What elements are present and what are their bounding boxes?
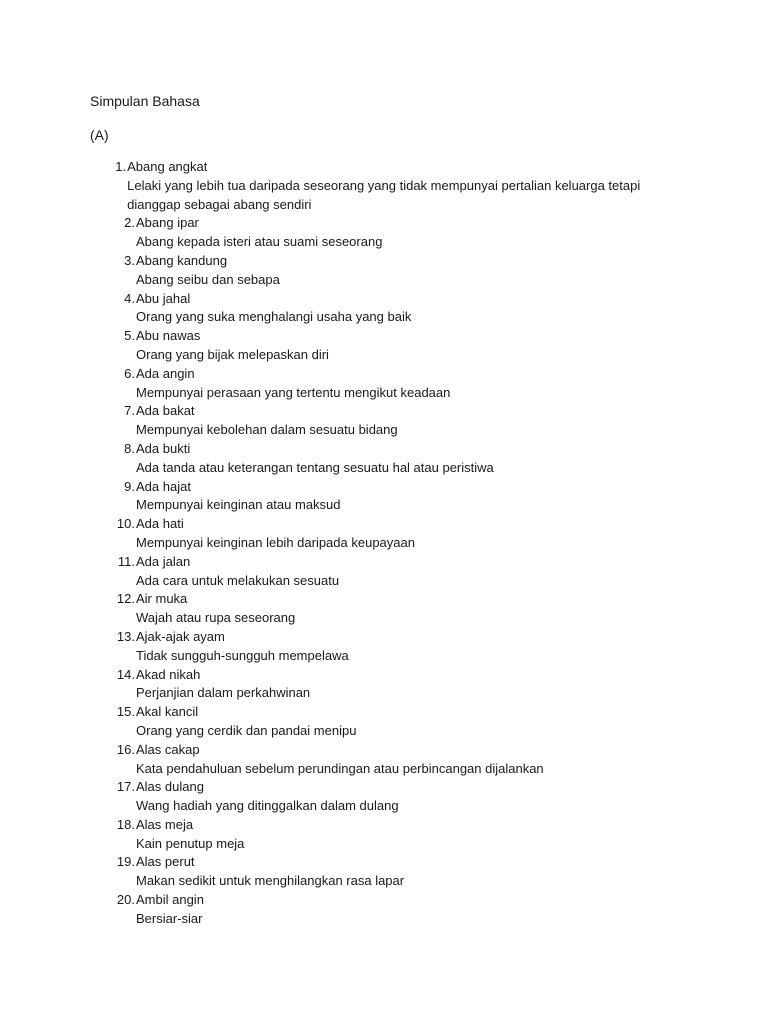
entry-number-label: 19. xyxy=(116,854,135,870)
entry-definition: Ada tanda atau keterangan tentang sesuatu hal atau peristiwa xyxy=(136,459,494,475)
entry-definition: Wajah atau rupa seseorang xyxy=(136,610,296,626)
entry-number-label: 11. xyxy=(117,553,135,569)
list-item xyxy=(90,778,690,816)
entry-list xyxy=(90,158,690,929)
entry-body xyxy=(136,666,310,704)
entry-definition: Kain penutup meja xyxy=(136,835,245,851)
entry-number xyxy=(90,478,135,516)
list-item xyxy=(90,816,690,854)
entry-body xyxy=(136,853,404,891)
list-item xyxy=(90,553,690,591)
entry-number-label: 1. xyxy=(115,159,127,174)
entry-number-label: 8. xyxy=(124,440,135,456)
entry-number-label: 5. xyxy=(124,328,135,344)
entry-body xyxy=(136,327,329,365)
entry-term: Alas dulang xyxy=(136,779,204,795)
entry-body xyxy=(136,703,356,741)
list-item xyxy=(90,853,690,891)
list-item xyxy=(90,158,690,214)
entry-number-label: 9. xyxy=(124,478,135,494)
entry-term: Akad nikah xyxy=(136,666,201,682)
entry-definition: Mempunyai kebolehan dalam sesuatu bidang xyxy=(136,422,398,438)
entry-term: Ada hati xyxy=(136,516,184,532)
list-item xyxy=(90,515,690,553)
entry-term: Abang angkat xyxy=(127,159,208,174)
entry-number-label: 12. xyxy=(116,591,135,607)
entry-number xyxy=(90,290,135,328)
entry-definition: Bersiar-siar xyxy=(136,910,203,926)
entry-body xyxy=(136,402,398,440)
entry-definition: Abang seibu dan sebapa xyxy=(136,271,280,287)
entry-definition: Perjanjian dalam perkahwinan xyxy=(136,685,311,701)
entry-number xyxy=(90,891,135,929)
entry-term: Alas meja xyxy=(136,816,194,832)
list-item xyxy=(90,703,690,741)
list-item xyxy=(90,214,690,252)
entry-number xyxy=(90,741,135,779)
entry-term: Alas cakap xyxy=(136,741,200,757)
entry-number-label: 20. xyxy=(116,892,135,908)
entry-definition: Mempunyai perasaan yang tertentu mengikut keadaan xyxy=(136,384,451,400)
entry-number xyxy=(90,440,135,478)
entry-term: Alas perut xyxy=(136,854,195,870)
list-item xyxy=(90,440,690,478)
entry-number xyxy=(90,158,126,214)
entry-number xyxy=(90,365,135,403)
entry-definition: Orang yang suka menghalangi usaha yang baik xyxy=(136,309,412,325)
document-title: Simpulan Bahasa xyxy=(90,93,200,109)
list-item xyxy=(90,290,690,328)
entry-term: Ada bakat xyxy=(136,403,195,419)
entry-term: Abang kandung xyxy=(136,252,228,268)
entry-term: Akal kancil xyxy=(136,704,199,720)
entry-number xyxy=(90,628,135,666)
entry-body xyxy=(136,478,341,516)
entry-term: Abang ipar xyxy=(136,215,199,231)
entry-number-label: 18. xyxy=(116,816,135,832)
entry-number-label: 10. xyxy=(116,516,135,532)
section-heading: (A) xyxy=(90,127,109,143)
entry-number-label: 13. xyxy=(116,628,135,644)
entry-body xyxy=(136,252,280,290)
entry-number xyxy=(90,515,135,553)
entry-number xyxy=(90,327,135,365)
list-item xyxy=(90,741,690,779)
list-item xyxy=(90,365,690,403)
entry-number-label: 3. xyxy=(124,252,135,268)
entry-body xyxy=(136,590,295,628)
entry-body xyxy=(136,816,244,854)
entry-term: Ada jalan xyxy=(136,553,191,569)
entry-definition: Tidak sungguh-sungguh mempelawa xyxy=(136,647,349,663)
entry-number-label: 17. xyxy=(116,779,135,795)
entry-definition: Mempunyai keinginan atau maksud xyxy=(136,497,341,513)
list-item xyxy=(90,666,690,704)
entry-definition: Kata pendahuluan sebelum perundingan atau perbincangan dijalankan xyxy=(136,760,544,776)
list-item xyxy=(90,327,690,365)
entry-number xyxy=(90,214,135,252)
entry-body xyxy=(136,214,382,252)
entry-term: Abu nawas xyxy=(136,328,201,344)
entry-number xyxy=(90,703,135,741)
entry-number xyxy=(90,666,135,704)
entry-number-label: 15. xyxy=(116,704,135,720)
entry-term: Ada angin xyxy=(136,365,195,381)
list-item xyxy=(90,628,690,666)
entry-number xyxy=(90,402,135,440)
entry-number xyxy=(90,816,135,854)
entry-term: Ada bukti xyxy=(136,440,191,456)
entry-body xyxy=(136,440,494,478)
entry-definition: Lelaki yang lebih tua daripada seseorang yang tidak mempunyai pertalian keluarga tetapi dianggap sebagai abang sendiri xyxy=(127,177,641,212)
entry-number xyxy=(90,590,135,628)
entry-body xyxy=(136,553,339,591)
entry-body xyxy=(136,628,349,666)
entry-number xyxy=(90,778,135,816)
list-item xyxy=(90,402,690,440)
entry-number-label: 4. xyxy=(124,290,135,306)
entry-term: Ajak-ajak ayam xyxy=(136,628,225,644)
entry-number-label: 2. xyxy=(124,215,135,231)
entry-body xyxy=(136,365,450,403)
list-item xyxy=(90,590,690,628)
list-item xyxy=(90,891,690,929)
entry-body xyxy=(136,290,411,328)
entry-body xyxy=(136,515,415,553)
entry-number xyxy=(90,553,135,591)
entry-term: Air muka xyxy=(136,591,188,607)
entry-definition: Makan sedikit untuk menghilangkan rasa lapar xyxy=(136,873,405,889)
entry-body xyxy=(127,158,690,214)
entry-body xyxy=(136,741,544,779)
entry-number-label: 16. xyxy=(116,741,135,757)
list-item xyxy=(90,252,690,290)
entry-body xyxy=(136,891,204,929)
entry-number-label: 14. xyxy=(116,666,135,682)
entry-term: Ambil angin xyxy=(136,892,204,908)
list-item xyxy=(90,478,690,516)
entry-definition: Abang kepada isteri atau suami seseorang xyxy=(136,234,383,250)
entry-body xyxy=(136,778,399,816)
entry-number xyxy=(90,853,135,891)
entry-number-label: 7. xyxy=(124,403,135,419)
entry-term: Ada hajat xyxy=(136,478,191,494)
entry-number xyxy=(90,252,135,290)
entry-definition: Ada cara untuk melakukan sesuatu xyxy=(136,572,340,588)
entry-definition: Orang yang bijak melepaskan diri xyxy=(136,346,329,362)
entry-definition: Wang hadiah yang ditinggalkan dalam dulang xyxy=(136,798,399,814)
entry-number-label: 6. xyxy=(124,365,135,381)
entry-term: Abu jahal xyxy=(136,290,191,306)
entry-definition: Mempunyai keinginan lebih daripada keupayaan xyxy=(136,534,415,550)
entry-definition: Orang yang cerdik dan pandai menipu xyxy=(136,722,357,738)
